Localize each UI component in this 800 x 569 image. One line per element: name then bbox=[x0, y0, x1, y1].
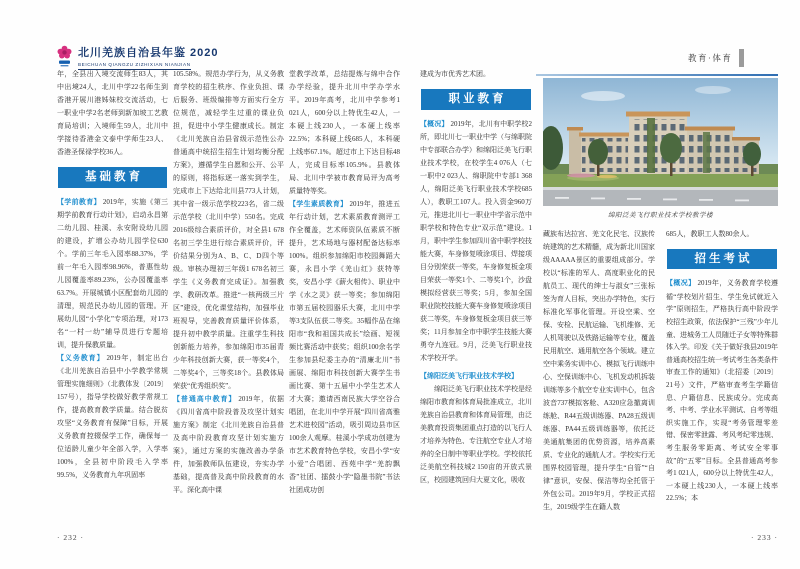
entry-overview-vocational bbox=[420, 118, 532, 365]
entry-label: 【学生素质教育】 bbox=[289, 201, 348, 208]
entry-body: 2019年，制定出台《北川羌族自治县中小学教学常规管理实施细则》（北教体发〔2019〕157号），指导学校做好教学常规工作，提高教育教学质量。结合脱贫攻坚“义务教育有保障”目标，开展义务教育控辍保学工作，确保每一位适龄儿童少年全部入学，入学率100%，全县初中阶段毛入学率99.5%，义务教育九年巩固率 bbox=[57, 354, 168, 479]
left-column-3 bbox=[289, 68, 400, 530]
entry-body: 绵阳泛美飞行职业技术学校是经绵阳市教育和体育局批准成立，北川羌族自治县教育和体育局管理，由泛美教育投资集团重点打造的以飞行人才培养为特色、专注航空专业人才培养的全日制中等职业学校。学校依托泛美航空科技城2 150亩的开放式景区，校园建筑回归大夏文化，吸收 bbox=[420, 385, 532, 484]
entry-student-quality-education bbox=[289, 198, 400, 497]
body-text: 685人，教职工人数80余人。 bbox=[666, 230, 754, 238]
topic-divider-bar bbox=[739, 49, 744, 67]
section-header-enrollment-exams: 招生考试 bbox=[667, 249, 777, 270]
entry-panmei-school bbox=[420, 370, 532, 487]
right-column-3 bbox=[666, 228, 778, 534]
page-number-left: · 232 · bbox=[57, 533, 84, 542]
header-rule bbox=[536, 74, 778, 76]
entry-body: 2019年，依据《四川省高中阶段普及攻坚计划实施方案》制定《北川羌族自治县普及高中阶段教育攻坚计划实施方案》，通过方案的实施改善办学条件，加强教师队伍建设，夯实办学基础，提高普及高中阶段教育的水平。深化高中课 bbox=[173, 395, 284, 494]
page-number-right: · 233 · bbox=[751, 533, 778, 542]
school-building-photo bbox=[543, 78, 778, 206]
entry-label: 【义务教育】 bbox=[57, 355, 105, 362]
photo-caption: 绵阳泛美飞行职业技术学校教学楼 bbox=[608, 212, 713, 219]
photo-block bbox=[543, 78, 778, 219]
entry-body: 2019年，义务教育学校遵循“学校划片招生、学生免试就近入学”原则招生，严格执行高中阶段学校招生政策，依法保护“三残”少年儿童、进城务工人员随迁子女等特殊群体入学。印发《关于做好我县2019年普通高校招生统一考试考生各类条件审查工作的通知》（北招委〔2019〕21号）文件，严格审查考生学籍信息、户籍信息、民族成分。完成高考、中考、学业水平测试、自考等组织实施工作，实现“考务管理零差错、保密零泄露、考风考纪零违规、考生服务零距离、考试安全零事故”的“五零”目标。全县普通高考参考1 021人，600分以上特优生42人，一本硬上线230人，一本硬上线率22.5%；本 bbox=[666, 279, 778, 503]
section-header-basic-education: 基础教育 bbox=[58, 167, 167, 188]
entry-compulsory-education bbox=[57, 352, 168, 482]
left-column-2 bbox=[173, 68, 284, 530]
page-topic-header bbox=[688, 49, 744, 67]
entry-body: 2019年，实施《第三期学前教育行动计划》，启动永昌第二幼儿园、桂溪、永安附设幼儿园的建设，扩增公办幼儿园学位630个。学前三年毛入园率88.37%，学前一年毛入园率98.96%，普惠性幼儿园覆盖率89.23%，公办园覆盖率63.7%。开展城镇小区配套幼儿园的清理，规范民办幼儿园的管理。开展幼儿园“小学化”专项治理，对173名“一村一幼”辅导员进行专题培训，提升保教质量。 bbox=[57, 198, 168, 349]
yearbook-title: 北川羌族自治县年鉴 2020 bbox=[78, 47, 219, 59]
entry-body: 2019年，推进五年行动计划，艺术素质教育测评工作全覆盖，艺术师资队伍素质不断提升，艺术场地与器材配备达标率100%。组织参加绵阳市校园舞蹈大赛，永昌小学《羌山红》获特等奖，安昌小学《薪火相传》、职业中学《水之灵》获一等奖；参加绵阳市第五届校园器乐大赛，北川中学等3支队伍获二等奖。35幅作品在绵阳市“我和祖国共成长”绘画、短视频比赛活动中获奖；组织100余名学生参加县纪委主办的“清廉北川”书画展、绵阳市科技创新大赛学生书画比赛、第十五届中小学生艺术人才大赛；邀请西南民族大学空谷合唱团，在北川中学开展“四川省高雅艺术进校园”活动，吸引周边县市区100余人观摩。桂溪小学成功创建为市艺术教育特色学校，安昌小学“安小爱”合唱团、西苑中学“羌韵飘香”社团、擂鼓小学“隐墨书院”书法社团成功创 bbox=[289, 200, 400, 494]
entry-label: 【普通高中教育】 bbox=[173, 396, 237, 403]
entry-overview-enrollment bbox=[666, 277, 778, 505]
right-column-2 bbox=[543, 228, 655, 528]
entry-senior-high-education bbox=[173, 393, 284, 497]
qiang-flower-logo-icon bbox=[56, 44, 73, 70]
entry-preschool-education bbox=[57, 196, 168, 352]
yearbook-title-block bbox=[78, 44, 219, 70]
yearbook-logo bbox=[56, 44, 219, 70]
body-text: 建成为市优秀艺术团。 bbox=[420, 70, 490, 78]
entry-body: 2019年，北川有中职学校2所，即北川七一职业中学（与绵职院中专部联合办学）和绵阳泛美飞行职业技术学校，在校学生4 076人（七一职中2 023人、绵职院中专部1 368人，绵阳泛美飞行职业技术学校685人），教职工107人。投入资金960万元，推进北川七一职业中学省示范中职学校和特色专业“双示范”建设。1月，职中学生参加四川省中职学校技能大赛，车身修复喷涂项目、焊接项目分别荣获一等奖，车身修复板金项目荣获一等奖1个、二等奖1个，沙盘模拟经营获三等奖；5月，参加全国职业院校技能大赛车身修复喷涂项目获二等奖，车身修复板金项目获三等奖；11月参加全市中职学生技能大赛勇夺九连冠。9月，泛美飞行职业技术学校开学。 bbox=[420, 120, 532, 362]
body-text: 105.58%。规范办学行为，从义务教育学校的招生秩序、作业负担、课后服务、班级编排等方面实行全方位规范，减轻学生过重的课业负担，促进中小学生健康成长。制定《北川羌族自治县省级示范性公办普通高中统招生招生计划均衡分配方案》，遵循学生自愿和公开、公平的原则，将指标逐一落实到学生，完成市上下达给北川县773人计划，其中省一级示范学校223名，省二级示范学校（北川中学）550名。完成2016级综合素质评价，对全县1 678名初三学生进行综合素质评价，评价结果分别为A、B、C、D四个等级。审核办理初三年级1 678名初三学生《义务教育完成证》。加强教学、教研改革。推进“一核两级三片区”建设，优化课堂结构，加强毕业班视导，完善教育质量评价体系，提升初中教学质量。注重学生科技创新能力培养，参加绵阳市35届青少年科技创新大赛，获一等奖4个，二等奖4个，三等奖18个。县教体局荣获“优秀组织奖”。 bbox=[173, 70, 284, 390]
entry-label: 【概况】 bbox=[420, 121, 449, 128]
right-column-1 bbox=[420, 68, 532, 530]
yearbook-subtitle: BEICHUAN QIANGZU ZIZHIXIAN NIANJIAN bbox=[78, 62, 191, 70]
body-text: 年，全县出入境交流师生83人，其中出境24人，北川中学22名师生到香港开展川港姊妹校交流活动，七一职业中学2名老师到新加坡工艺教育局培训；入境师生59人，北川中学接待香港金文泰中学师生23人、香港圣保禄学校36人。 bbox=[57, 70, 168, 156]
entry-label: 【学前教育】 bbox=[57, 199, 101, 206]
page-topic-label: 教育·体育 bbox=[688, 53, 733, 63]
section-header-vocational-education: 职业教育 bbox=[421, 89, 531, 110]
entry-label: 【概况】 bbox=[666, 280, 696, 288]
left-column-1 bbox=[57, 68, 168, 530]
entry-label: 【绵阳泛美飞行职业技术学校】 bbox=[420, 373, 518, 380]
body-text: 堂教学改革，总结提炼与绵中合作办学经验，提升北川中学办学水平。2019年高考，北川中学参考1 021人，600分以上特优生42人，一本硬上线230人，一本硬上线率22.5%；本科硬上线685人，本科硬上线率67.1%。超过市上下达目标48人，完成目标率105.9%。县教体局、北川中学被市教育局评为高考质量特等奖。 bbox=[289, 70, 400, 195]
body-text: 藏族布达拉宫、羌文化民宅、汉族传统建筑的艺术精髓，成为新北川国家级AAAAA景区的重要组成部分。学校以“标准的军人、高度职业化的民航员工、现代的绅士与淑女”三张标签为育人目标，突出办学特色，实行标准化军事化管理。开设空乘、空保、安检、民航运输、飞机维修、无人机驾驶以及铁路运输等专业，覆盖民用航空、通用航空各个领域。建立空中乘务实训中心、模拟飞行训练中心、空保训练中心、飞机发动机拆装训练等多个航空专业实训中心，包含波音737模拟客舱、A320应急撤离训练舱、R44五级训练器、PA28五级训练器、PA44五级训练器等，依托泛美通航集团的优势资源，培养高素质、专业化的通航人才。学校实行无围界校园管理，提升学生“自管”“自律”意识，安保、保洁等均全托管于外包公司。2019年9月，学校正式招生，2019级学生在籍人数 bbox=[543, 230, 655, 511]
